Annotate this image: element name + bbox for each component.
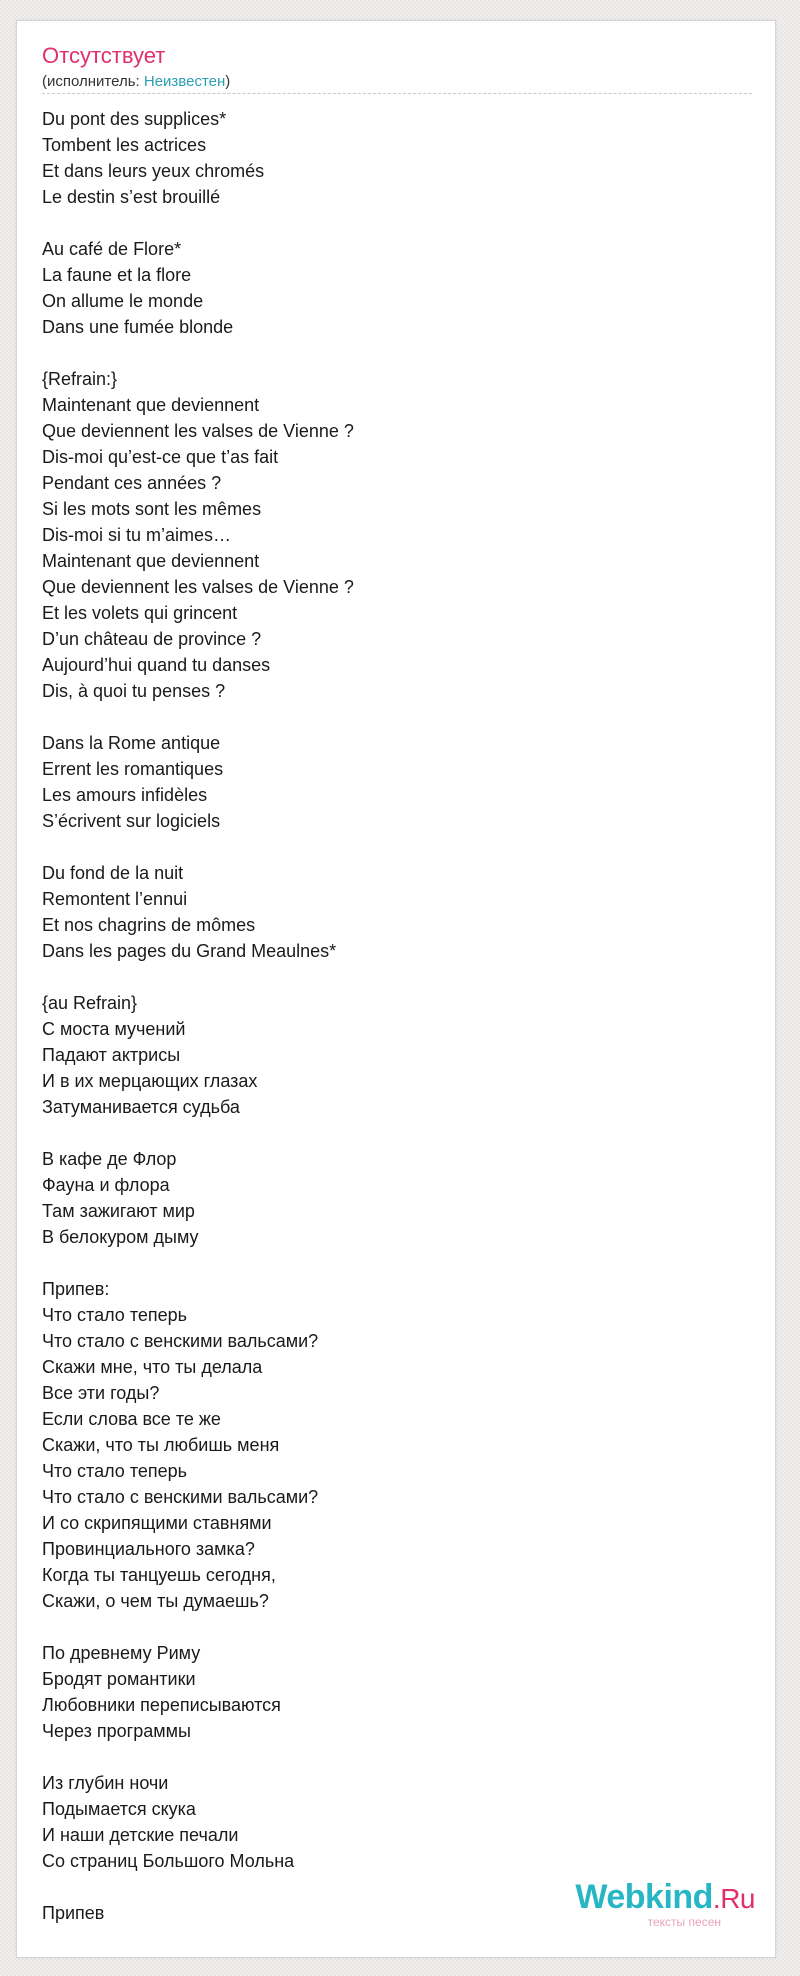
artist-suffix: ) [225,73,231,90]
lyric-line: Со страниц Большого Мольна [42,1851,295,1871]
lyric-line: Remontent l’ennui [42,889,188,909]
lyric-line: Du pont des supplices* [42,109,227,129]
lyric-line: Maintenant que deviennent [42,395,260,415]
lyric-line: И в их мерцающих глазах [42,1071,258,1091]
lyric-line: Le destin s’est brouillé [42,187,221,207]
lyric-line: Любовники переписываются [42,1695,281,1715]
artist-prefix: (исполнитель: [42,73,144,90]
stanza-break [42,834,742,860]
stanza-break [42,1250,742,1276]
lyric-line: Et dans leurs yeux chromés [42,161,265,181]
lyric-line: Que deviennent les valses de Vienne ? [42,421,354,441]
lyric-line: Что стало теперь [42,1461,188,1481]
lyric-line: И со скрипящими ставнями [42,1513,272,1533]
stanza-break [42,1120,742,1146]
lyric-line: И наши детские печали [42,1825,239,1845]
lyric-line: {au Refrain} [42,993,138,1013]
lyric-line: Dis, à quoi tu penses ? [42,681,226,701]
lyric-line: Maintenant que deviennent [42,551,260,571]
lyric-line: С моста мучений [42,1019,186,1039]
lyric-line: Припев [42,1903,105,1923]
lyric-line: Там зажигают мир [42,1201,195,1221]
lyric-line: Dans une fumée blonde [42,317,234,337]
lyric-line: Dis-moi si tu m’aimes… [42,525,232,545]
lyric-line: Припев: [42,1279,110,1299]
stanza-break [42,964,742,990]
lyric-line: Когда ты танцуешь сегодня, [42,1565,276,1585]
lyric-line: Dis-moi qu’est-ce que t’as fait [42,447,279,467]
lyric-line: Провинциального замка? [42,1539,255,1559]
lyric-line: Через программы [42,1721,191,1741]
lyrics-body [42,106,742,1926]
lyric-line: Все эти годы? [42,1383,160,1403]
lyric-line: По древнему Риму [42,1643,201,1663]
lyric-line: Et nos chagrins de mômes [42,915,256,935]
lyric-line: {Refrain:} [42,369,118,389]
lyric-line: Tombent les actrices [42,135,207,155]
lyric-line: Du fond de la nuit [42,863,184,883]
lyric-line: Et les volets qui grincent [42,603,238,623]
lyric-line: Dans les pages du Grand Meaulnes* [42,941,337,961]
lyric-line: Если слова все те же [42,1409,221,1429]
lyric-line: Aujourd’hui quand tu danses [42,655,271,675]
stanza-break [42,1744,742,1770]
lyric-line: Фауна и флора [42,1175,170,1195]
lyric-line: Dans la Rome antique [42,733,221,753]
lyric-line: Скажи мне, что ты делала [42,1357,263,1377]
lyric-line: Затуманивается судьба [42,1097,240,1117]
lyric-line: Что стало теперь [42,1305,188,1325]
lyric-line: Бродят романтики [42,1669,196,1689]
lyric-line: On allume le monde [42,291,204,311]
lyric-line: S’écrivent sur logiciels [42,811,221,831]
lyric-line: Les amours infidèles [42,785,208,805]
lyrics-card [16,20,776,1958]
artist-line [42,73,230,91]
lyric-line: Подымается скука [42,1799,196,1819]
lyric-line: Si les mots sont les mêmes [42,499,262,519]
lyric-line: Pendant ces années ? [42,473,222,493]
artist-link[interactable]: Неизвестен [143,73,226,90]
stanza-break [42,210,742,236]
stanza-break [42,340,742,366]
stanza-break [42,704,742,730]
lyric-line: D’un château de province ? [42,629,262,649]
lyric-line: Que deviennent les valses de Vienne ? [42,577,354,597]
lyric-line: Что стало с венскими вальсами? [42,1331,319,1351]
lyric-line: Из глубин ночи [42,1773,169,1793]
lyric-line: Падают актрисы [42,1045,181,1065]
logo-name: Webkind [575,1878,713,1916]
song-title: Отсутствует [42,43,166,68]
site-logo[interactable] [535,1877,755,1937]
lyric-line: В кафе де Флор [42,1149,177,1169]
dashed-divider [42,93,752,94]
lyric-line: В белокуром дыму [42,1227,199,1247]
logo-domain: .Ru [712,1883,755,1914]
lyric-line: Скажи, что ты любишь меня [42,1435,280,1455]
lyric-line: La faune et la flore [42,265,192,285]
logo-wordmark [575,1877,755,1919]
lyric-line: Errent les romantiques [42,759,224,779]
lyric-line: Au café de Flore* [42,239,182,259]
stanza-break [42,1614,742,1640]
logo-tagline: тексты песен [647,1915,721,1929]
lyric-line: Скажи, о чем ты думаешь? [42,1591,269,1611]
lyric-line: Что стало с венскими вальсами? [42,1487,319,1507]
